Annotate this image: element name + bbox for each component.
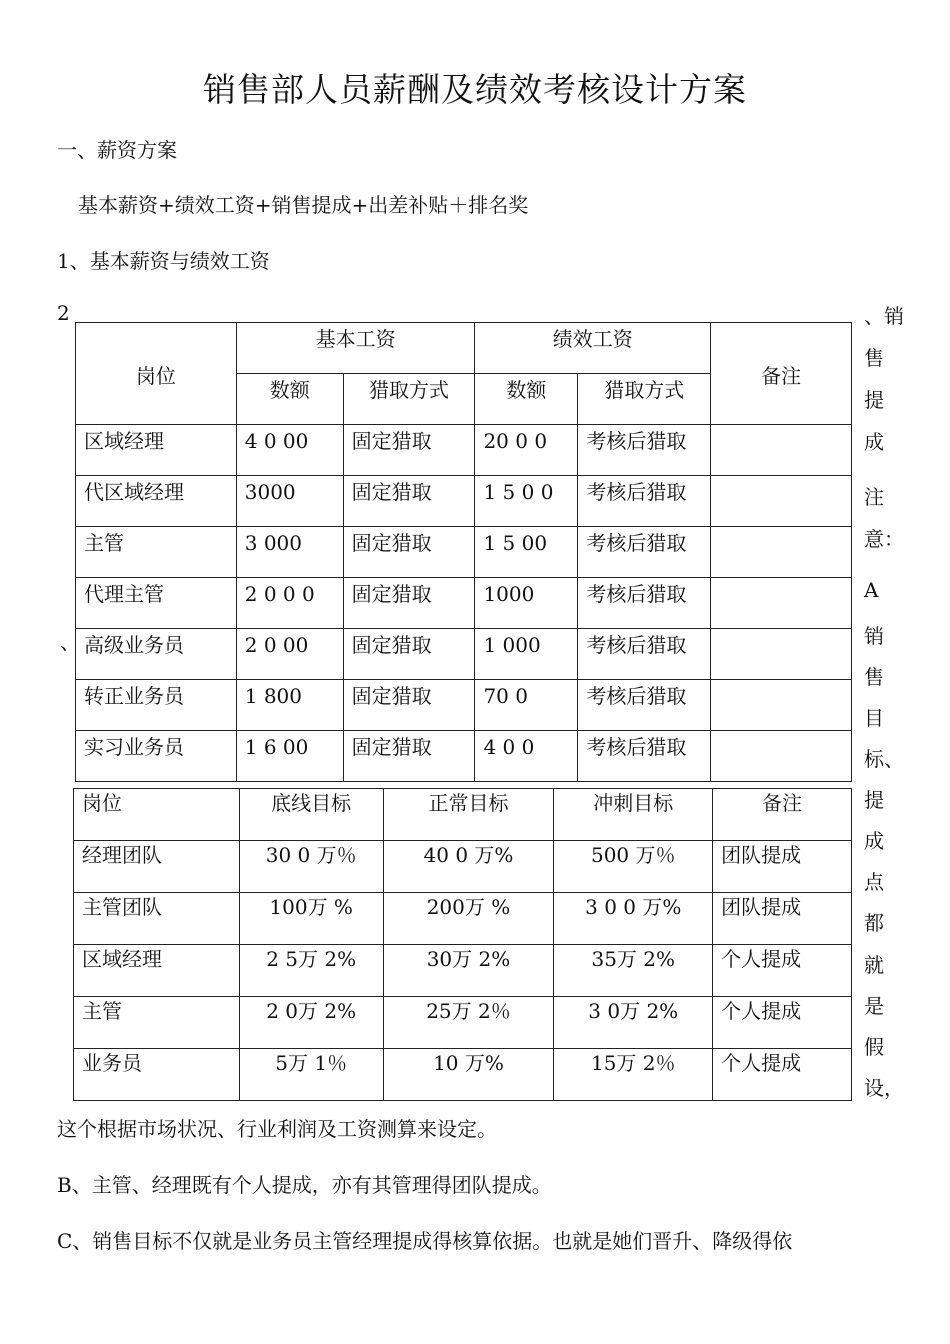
base-method-cell: 固定猎取 [343, 629, 475, 680]
position-cell: 代理主管 [76, 578, 237, 629]
salary-formula: 基本薪资+绩效工资+销售提成+出差补贴＋排名奖 [78, 193, 529, 217]
table-row [76, 731, 852, 782]
column-header: 冲刺目标 [554, 789, 713, 841]
side-text-char: 售 [864, 665, 884, 689]
perf-method-cell: 考核后猎取 [578, 731, 711, 782]
base-amount-cell: 2 0 00 [236, 629, 343, 680]
note-cell [711, 527, 852, 578]
note-cell: 个人提成 [713, 945, 852, 997]
table-row [76, 629, 852, 680]
side-text-char: 售 [864, 346, 884, 370]
perf-method-cell: 考核后猎取 [578, 527, 711, 578]
note-cell: 团队提成 [713, 841, 852, 893]
position-cell: 主管 [74, 997, 240, 1049]
base-and-performance-salary-table [75, 322, 852, 782]
normal-target-cell: 30万 2% [383, 945, 554, 997]
position-cell: 区域经理 [76, 425, 237, 476]
base-amount-cell: 1 6 00 [236, 731, 343, 782]
sprint-target-cell: 500 万％ [554, 841, 713, 893]
normal-target-cell: 200万 % [383, 893, 554, 945]
side-text-char: 提 [864, 788, 884, 812]
sprint-target-cell: 3 0 0 万% [554, 893, 713, 945]
table-row [74, 1049, 852, 1101]
paragraph-b: B、主管、经理既有个人提成，亦有其管理得团队提成。 [57, 1173, 552, 1197]
sprint-target-cell: 35万 2% [554, 945, 713, 997]
base-amount-cell: 3000 [236, 476, 343, 527]
table-row [76, 476, 852, 527]
side-text-char: 成 [864, 829, 884, 853]
base-method-cell: 固定猎取 [343, 476, 475, 527]
normal-target-cell: 40 0 万% [383, 841, 554, 893]
side-text-char: 成 [864, 430, 884, 454]
position-cell: 代区域经理 [76, 476, 237, 527]
header-amount: 数额 [236, 374, 343, 425]
sprint-target-cell: 3 0万 2% [554, 997, 713, 1049]
side-text-char: 都 [864, 911, 884, 935]
normal-target-cell: 10 万% [383, 1049, 554, 1101]
side-text-char: 标、 [864, 747, 904, 771]
normal-target-cell: 25万 2％ [383, 997, 554, 1049]
subheading-base-and-performance: 1、基本薪资与绩效工资 [57, 249, 270, 273]
position-cell: 经理团队 [74, 841, 240, 893]
base-method-cell: 固定猎取 [343, 425, 475, 476]
document-title: 销售部人员薪酬及绩效考核设计方案 [203, 70, 747, 109]
item-number-2: 2 [57, 301, 70, 325]
perf-amount-cell: 20 0 0 [475, 425, 578, 476]
side-text-char: 就 [864, 953, 884, 977]
side-text-char: 目 [864, 706, 884, 730]
perf-amount-cell: 1 000 [475, 629, 578, 680]
column-header: 岗位 [74, 789, 240, 841]
note-cell: 个人提成 [713, 1049, 852, 1101]
header-note: 备注 [711, 323, 852, 425]
base-method-cell: 固定猎取 [343, 527, 475, 578]
position-cell: 业务员 [74, 1049, 240, 1101]
sprint-target-cell: 15万 2％ [554, 1049, 713, 1101]
table-row [76, 425, 852, 476]
note-cell: 团队提成 [713, 893, 852, 945]
table-row [74, 945, 852, 997]
position-cell: 区域经理 [74, 945, 240, 997]
perf-amount-cell: 1000 [475, 578, 578, 629]
perf-method-cell: 考核后猎取 [578, 629, 711, 680]
side-text-char: 注 [864, 485, 884, 509]
note-cell [711, 629, 852, 680]
baseline-target-cell: 5万 1％ [239, 1049, 383, 1101]
position-cell: 主管 [76, 527, 237, 578]
perf-method-cell: 考核后猎取 [578, 680, 711, 731]
note-cell [711, 425, 852, 476]
table-row [74, 997, 852, 1049]
base-method-cell: 固定猎取 [343, 578, 475, 629]
perf-method-cell: 考核后猎取 [578, 578, 711, 629]
side-text-char: 销 [864, 624, 884, 648]
header-position: 岗位 [76, 323, 237, 425]
header-row [74, 789, 852, 841]
header-method: 猎取方式 [343, 374, 475, 425]
side-text-char: A [864, 578, 879, 602]
side-text-char: 设， [864, 1076, 904, 1100]
baseline-target-cell: 2 0万 2% [239, 997, 383, 1049]
table-row [74, 893, 852, 945]
perf-amount-cell: 1 5 0 0 [475, 476, 578, 527]
header-amount: 数额 [475, 374, 578, 425]
side-text-char: 意： [864, 527, 904, 551]
perf-amount-cell: 4 0 0 [475, 731, 578, 782]
perf-method-cell: 考核后猎取 [578, 425, 711, 476]
position-cell: 实习业务员 [76, 731, 237, 782]
baseline-target-cell: 2 5万 2% [239, 945, 383, 997]
note-cell [711, 476, 852, 527]
section-heading-salary-plan: 一、薪资方案 [57, 138, 177, 162]
note-cell [711, 680, 852, 731]
table-row [74, 841, 852, 893]
side-text-char: 、销 [864, 304, 904, 328]
base-amount-cell: 3 000 [236, 527, 343, 578]
position-cell: 主管团队 [74, 893, 240, 945]
paragraph-a-continuation: 这个根据市场状况、行业利润及工资测算来设定。 [57, 1117, 497, 1141]
column-header: 备注 [713, 789, 852, 841]
table-row [76, 527, 852, 578]
base-amount-cell: 1 800 [236, 680, 343, 731]
side-text-char: 假 [864, 1035, 884, 1059]
base-amount-cell: 2 0 0 0 [236, 578, 343, 629]
base-method-cell: 固定猎取 [343, 680, 475, 731]
note-cell [711, 731, 852, 782]
header-performance-salary: 绩效工资 [475, 323, 711, 374]
table-row [76, 680, 852, 731]
baseline-target-cell: 30 0 万％ [239, 841, 383, 893]
column-header: 正常目标 [383, 789, 554, 841]
base-amount-cell: 4 0 00 [236, 425, 343, 476]
note-cell: 个人提成 [713, 997, 852, 1049]
sales-target-commission-table [73, 788, 852, 1101]
table-row [76, 578, 852, 629]
side-text-char: 点 [864, 870, 884, 894]
enumeration-comma: 、 [60, 630, 80, 654]
column-header: 底线目标 [239, 789, 383, 841]
base-method-cell: 固定猎取 [343, 731, 475, 782]
side-text-char: 是 [864, 994, 884, 1018]
paragraph-c: C、销售目标不仅就是业务员主管经理提成得核算依据。也就是她们晋升、降级得依 [57, 1229, 793, 1253]
perf-amount-cell: 1 5 00 [475, 527, 578, 578]
header-base-salary: 基本工资 [236, 323, 475, 374]
note-cell [711, 578, 852, 629]
perf-method-cell: 考核后猎取 [578, 476, 711, 527]
position-cell: 转正业务员 [76, 680, 237, 731]
baseline-target-cell: 100万 % [239, 893, 383, 945]
position-cell: 高级业务员 [76, 629, 237, 680]
header-method: 猎取方式 [578, 374, 711, 425]
side-text-char: 提 [864, 388, 884, 412]
perf-amount-cell: 70 0 [475, 680, 578, 731]
